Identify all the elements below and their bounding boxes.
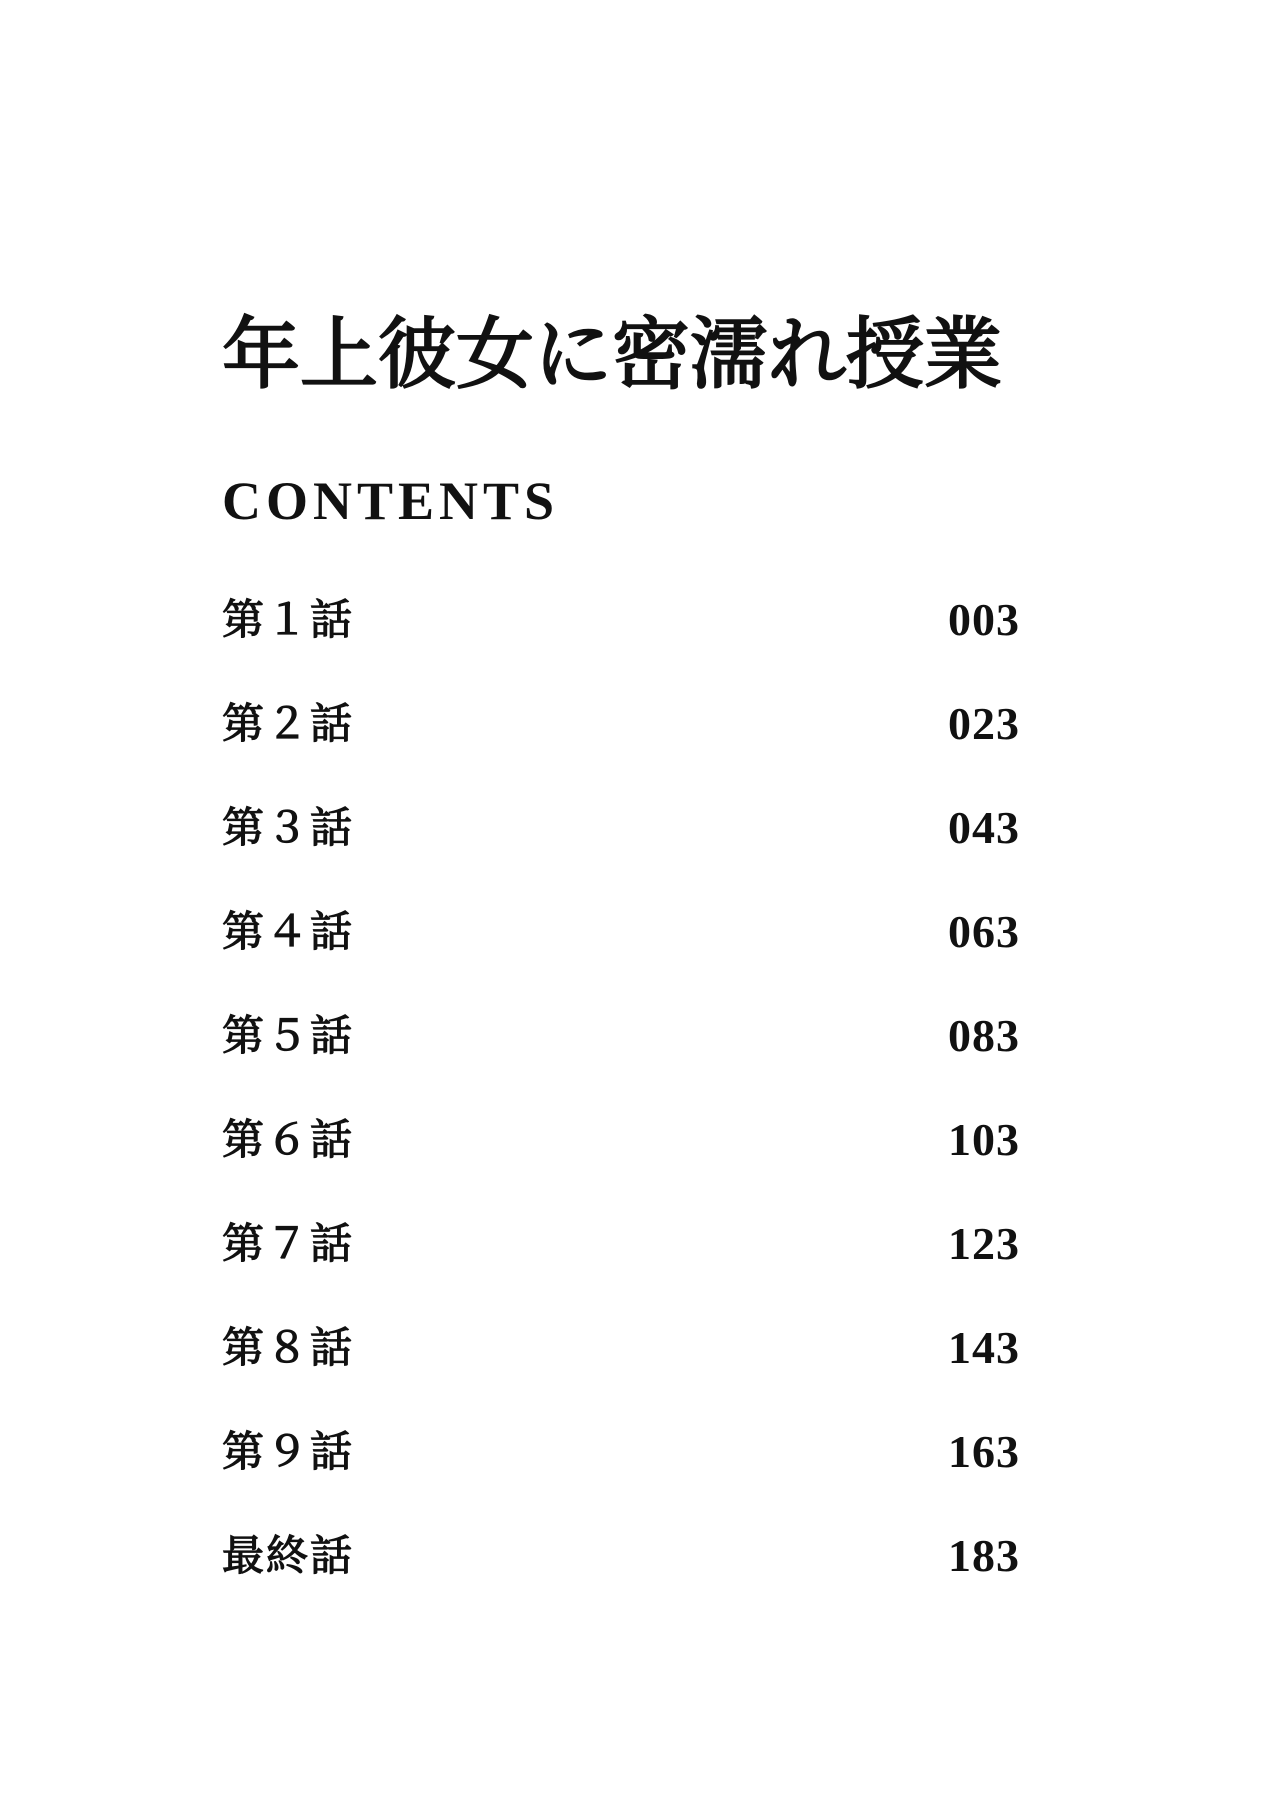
- chapter-entry-6: [222, 1112, 1020, 1216]
- chapter-label: 第９話: [222, 1427, 355, 1476]
- chapter-list: [222, 592, 1020, 1632]
- book-title: 年上彼女に密濡れ授業: [222, 309, 1003, 400]
- chapter-page-number: 183: [948, 1530, 1020, 1581]
- chapter-page-number: 023: [948, 698, 1020, 749]
- chapter-label: 第４話: [222, 907, 355, 956]
- chapter-page-number: 123: [948, 1218, 1020, 1269]
- chapter-page-number: 163: [948, 1426, 1020, 1477]
- contents-heading: CONTENTS: [222, 471, 560, 531]
- chapter-page-number: 083: [948, 1010, 1020, 1061]
- chapter-label: 第３話: [222, 803, 355, 852]
- chapter-page-number: 043: [948, 802, 1020, 853]
- chapter-label: 第５話: [222, 1011, 355, 1060]
- chapter-page-number: 103: [948, 1114, 1020, 1165]
- chapter-page-number: 063: [948, 906, 1020, 957]
- chapter-entry-final: [222, 1528, 1020, 1632]
- chapter-label: 第２話: [222, 699, 355, 748]
- chapter-page-number: 143: [948, 1322, 1020, 1373]
- chapter-label: 第７話: [222, 1219, 355, 1268]
- chapter-label: 最終話: [222, 1531, 355, 1580]
- chapter-entry-4: [222, 904, 1020, 1008]
- chapter-entry-5: [222, 1008, 1020, 1112]
- chapter-entry-3: [222, 800, 1020, 904]
- chapter-entry-9: [222, 1424, 1020, 1528]
- chapter-page-number: 003: [948, 594, 1020, 645]
- chapter-entry-2: [222, 696, 1020, 800]
- chapter-entry-1: [222, 592, 1020, 696]
- chapter-entry-8: [222, 1320, 1020, 1424]
- chapter-label: 第１話: [222, 595, 355, 644]
- chapter-label: 第８話: [222, 1323, 355, 1372]
- chapter-label: 第６話: [222, 1115, 355, 1164]
- chapter-entry-7: [222, 1216, 1020, 1320]
